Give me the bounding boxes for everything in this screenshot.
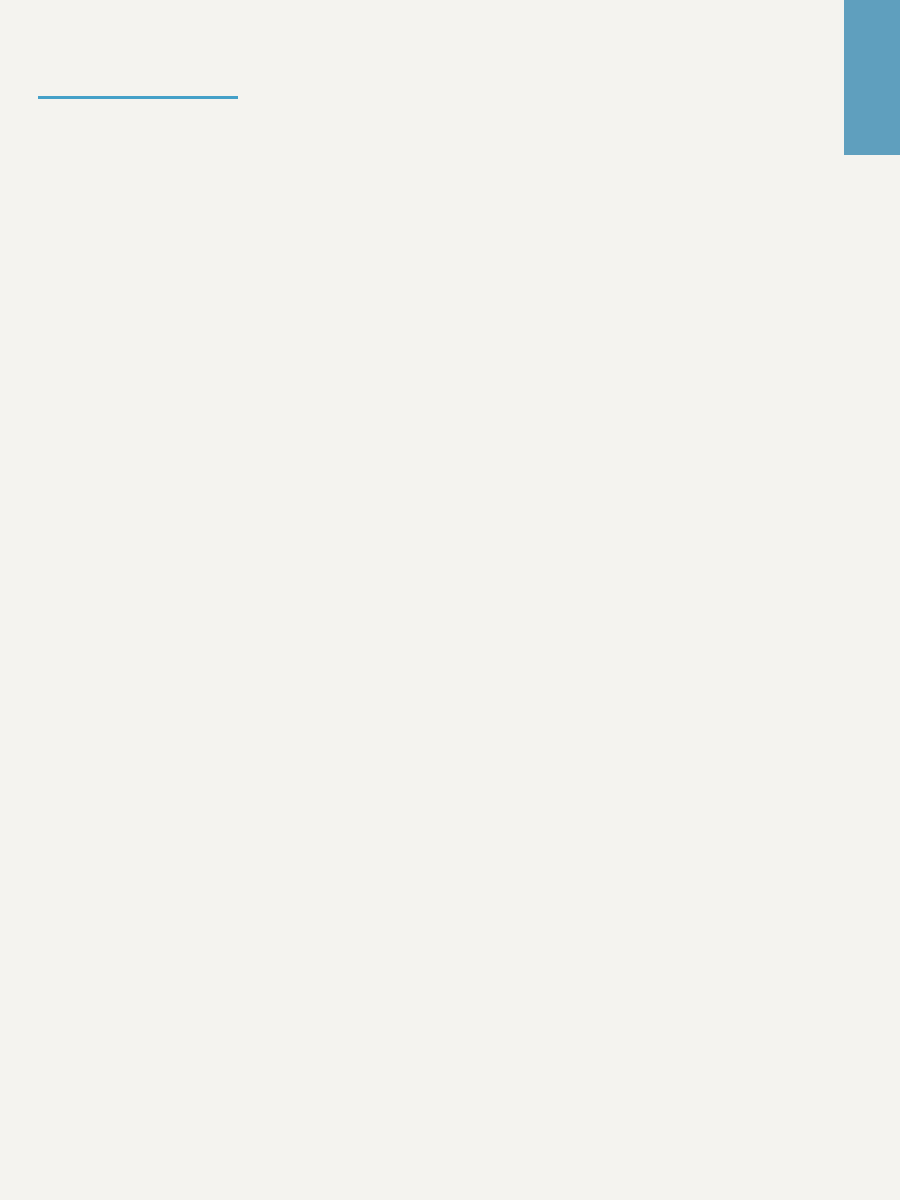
side-color-tab <box>844 0 900 155</box>
module-divider <box>38 96 238 99</box>
toc-content <box>38 62 768 125</box>
side-label <box>866 560 894 700</box>
